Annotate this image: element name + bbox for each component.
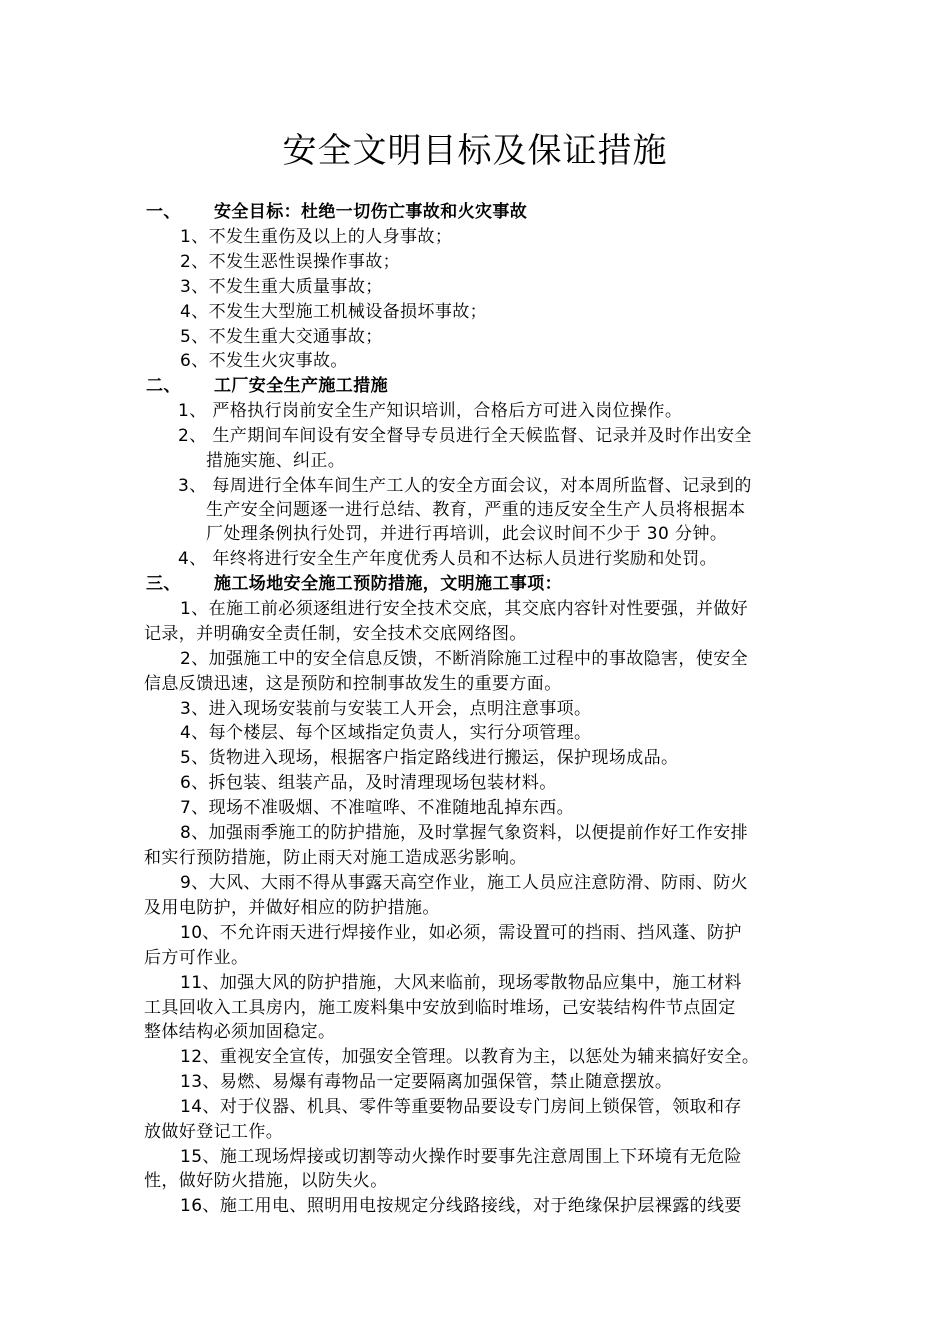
paragraph-line: 4、 年终将进行安全生产年度优秀人员和不达标人员进行奖励和处罚。 bbox=[178, 549, 718, 569]
paragraph-line: 措施实施、纠正。 bbox=[206, 451, 346, 471]
paragraph-line: 2、 生产期间车间设有安全督导专员进行全天候监督、记录并及时作出安全 bbox=[178, 426, 752, 446]
section-title: 工厂安全生产施工措施 bbox=[214, 376, 388, 396]
paragraph-line: 7、现场不准吸烟、不准喧哗、不准随地乱掉东西。 bbox=[180, 798, 575, 818]
paragraph-line: 8、加强雨季施工的防护措施，及时掌握气象资料，以便提前作好工作安排 bbox=[180, 823, 749, 843]
paragraph-line: 16、施工用电、照明用电按规定分线路接线，对于绝缘保护层裸露的线要 bbox=[180, 1196, 742, 1216]
paragraph-line: 14、对于仪器、机具、零件等重要物品要设专门房间上锁保管，领取和存 bbox=[180, 1097, 742, 1117]
paragraph-line: 2、加强施工中的安全信息反馈，不断消除施工过程中的事故隐害，使安全 bbox=[180, 649, 749, 669]
paragraph-line: 13、易燃、易爆有毒物品一定要隔离加强保管，禁止随意摆放。 bbox=[180, 1072, 673, 1092]
paragraph-line: 放做好登记工作。 bbox=[144, 1122, 284, 1142]
section-number: 三、 bbox=[146, 574, 181, 594]
section-number: 一、 bbox=[146, 202, 181, 222]
section-3-heading bbox=[146, 572, 562, 597]
section-1-heading bbox=[146, 200, 527, 225]
paragraph-line: 性，做好防火措施，以防失火。 bbox=[144, 1171, 388, 1191]
section-title: 安全目标：杜绝一切伤亡事故和火灾事故 bbox=[214, 202, 528, 222]
paragraph-line: 厂处理条例执行处罚，并进行再培训，此会议时间不少于 30 分钟。 bbox=[206, 524, 728, 544]
paragraph-line: 和实行预防措施，防止雨天对施工造成恶劣影响。 bbox=[144, 848, 527, 868]
paragraph-line: 9、大风、大雨不得从事露天高空作业，施工人员应注意防滑、防雨、防火 bbox=[180, 873, 749, 893]
paragraph-line: 信息反馈迅速，这是预防和控制事故发生的重要方面。 bbox=[144, 674, 562, 694]
section-title: 施工场地安全施工预防措施，文明施工事项： bbox=[214, 574, 562, 594]
page-title: 安全文明目标及保证措施 bbox=[282, 131, 668, 171]
paragraph-line: 整体结构必须加固稳定。 bbox=[144, 1022, 336, 1042]
paragraph-line: 15、施工现场焊接或切割等动火操作时要事先注意周围上下环境有无危险 bbox=[180, 1147, 742, 1167]
section-number: 二、 bbox=[146, 376, 181, 396]
paragraph-line: 1、在施工前必须逐组进行安全技术交底，其交底内容针对性要强，并做好 bbox=[180, 599, 749, 619]
paragraph-line: 记录，并明确安全责任制，安全技术交底网络图。 bbox=[144, 624, 527, 644]
paragraph-line: 4、每个楼层、每个区域指定负责人，实行分项管理。 bbox=[180, 723, 592, 743]
paragraph-line: 10、不允许雨天进行焊接作业，如必须，需设置可的挡雨、挡风蓬、防护 bbox=[180, 923, 742, 943]
list-item: 6、不发生火灾事故。 bbox=[180, 351, 348, 371]
paragraph-line: 11、加强大风的防护措施，大风来临前，现场零散物品应集中，施工材料 bbox=[180, 973, 742, 993]
paragraph-line: 工具回收入工具房内，施工废料集中安放到临时堆场，己安装结构件节点固定 bbox=[144, 998, 736, 1018]
paragraph-line: 3、进入现场安装前与安装工人开会，点明注意事项。 bbox=[180, 699, 592, 719]
paragraph-line: 后方可作业。 bbox=[144, 948, 249, 968]
paragraph-line: 及用电防护，并做好相应的防护措施。 bbox=[144, 898, 440, 918]
paragraph-line: 生产安全问题逐一进行总结、教育，严重的违反安全生产人员将根据本 bbox=[206, 500, 746, 520]
list-item: 4、不发生大型施工机械设备损坏事故； bbox=[180, 302, 488, 322]
paragraph-line: 3、 每周进行全体车间生产工人的安全方面会议，对本周所监督、记录到的 bbox=[178, 476, 752, 496]
paragraph-line: 5、货物进入现场，根据客户指定路线进行搬运，保护现场成品。 bbox=[180, 748, 679, 768]
list-item: 2、不发生恶性误操作事故； bbox=[180, 252, 401, 272]
section-2-heading bbox=[146, 374, 388, 399]
list-item: 5、不发生重大交通事故； bbox=[180, 327, 383, 347]
list-item: 1、不发生重伤及以上的人身事故； bbox=[180, 227, 453, 247]
list-item: 3、不发生重大质量事故； bbox=[180, 277, 383, 297]
paragraph-line: 1、 严格执行岗前安全生产知识培训，合格后方可进入岗位操作。 bbox=[178, 401, 683, 421]
paragraph-line: 12、重视安全宣传，加强安全管理。以教育为主，以惩处为辅来搞好安全。 bbox=[180, 1047, 760, 1067]
paragraph-line: 6、拆包装、组装产品，及时清理现场包装材料。 bbox=[180, 773, 557, 793]
